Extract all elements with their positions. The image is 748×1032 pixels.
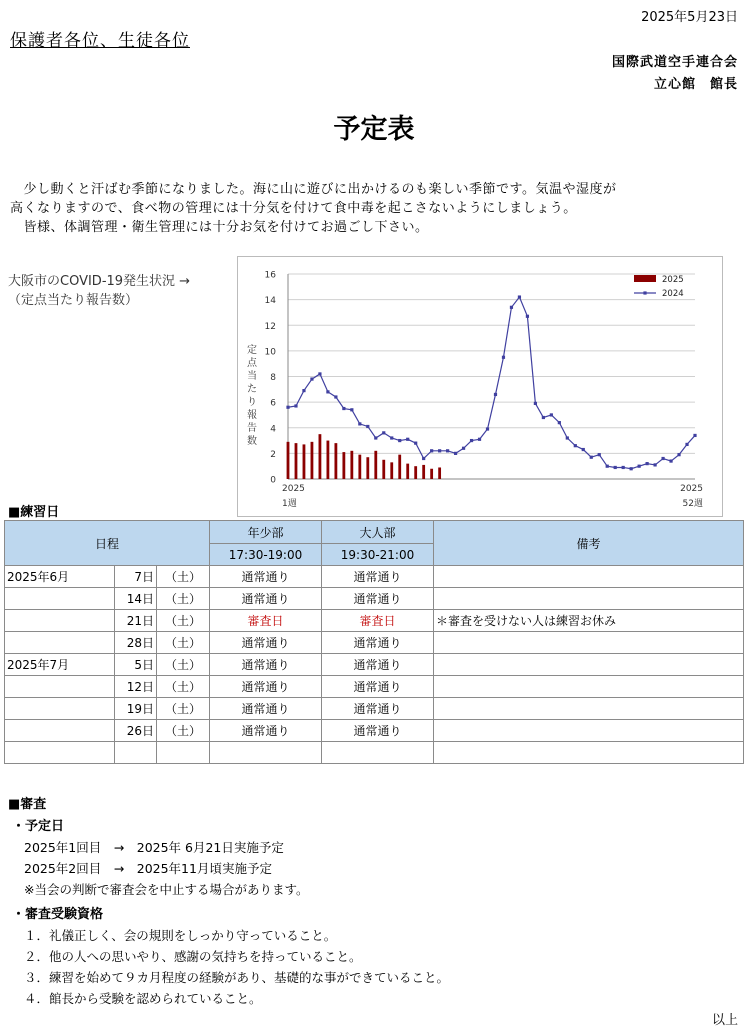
bar-2025 [398,455,401,479]
bar-2025 [414,466,417,479]
note-cell [434,676,744,698]
point-2024 [470,439,473,442]
bar-2025 [350,451,353,479]
point-2024 [661,457,664,460]
covid-chart-svg [238,257,722,516]
adult-status-cell: 審査日 [322,610,434,632]
note-cell [434,632,744,654]
month-cell [5,610,115,632]
note-cell [434,588,744,610]
point-2024 [422,457,425,460]
day-cell [115,742,157,764]
header-schedule: 日程 [5,521,210,566]
y-tick-label: 8 [270,373,276,383]
header-adult-time: 19:30-21:00 [322,544,434,566]
point-2024 [438,449,441,452]
point-2024 [294,404,297,407]
exam-qualification-4: ４．館長から受験を認められていること。 [24,991,262,1006]
point-2024 [302,389,305,392]
junior-status-cell: 審査日 [210,610,322,632]
table-row [5,676,744,698]
table-row [5,654,744,676]
exam-schedule-title: ・予定日 [12,819,65,834]
point-2024 [685,443,688,446]
greeting-line-2: 高くなりますので、食べ物の管理には十分気を付けて食中毒を起こさないようにしましょう。 [10,201,577,216]
bar-2025 [390,462,393,479]
point-2024 [653,463,656,466]
point-2024 [526,315,529,318]
note-cell [434,742,744,764]
weekday-cell: （土） [157,698,210,720]
point-2024 [382,431,385,434]
day-cell: 28日 [115,632,157,654]
point-2024 [646,462,649,465]
month-cell [5,698,115,720]
point-2024 [286,406,289,409]
point-2024 [622,466,625,469]
weekday-cell: （土） [157,676,210,698]
note-cell [434,720,744,742]
y-tick-label: 0 [270,475,276,486]
point-2024 [550,413,553,416]
covid-caption-line-2: （定点当たり報告数） [8,293,139,308]
point-2024 [446,449,449,452]
junior-status-cell: 通常通り [210,588,322,610]
junior-status-cell [210,742,322,764]
header-notes: 備考 [434,521,744,566]
point-2024 [693,434,696,437]
bar-2025 [334,443,337,479]
document-date: 2025年5月23日 [641,10,738,25]
point-2024 [390,436,393,439]
weekday-cell: （土） [157,588,210,610]
month-cell [5,588,115,610]
bar-2025 [438,467,441,479]
y-tick-label: 6 [270,398,276,409]
table-row [5,610,744,632]
covid-caption [8,272,190,310]
weekday-cell: （土） [157,610,210,632]
point-2024 [358,422,361,425]
bar-2025 [287,442,290,479]
y-tick-label: 2 [270,449,276,460]
point-2024 [542,416,545,419]
covid-caption-line-1: 大阪市のCOVID-19発生状況 → [8,274,191,289]
organization-name: 国際武道空手連合会 [611,55,738,70]
greeting-line-1: 少し動くと汗ばむ季節になりました。海に山に遊びに出かけるのも楽しい季節です。気温や湿度が [10,182,617,197]
point-2024 [334,395,337,398]
bar-2025 [311,442,314,479]
bar-2025 [342,452,345,479]
point-2024 [638,465,641,468]
y-tick-label: 16 [264,270,276,281]
point-2024 [566,436,569,439]
note-cell [434,654,744,676]
covid-chart [237,256,723,517]
legend-swatch-2025 [634,275,656,282]
y-tick-label: 10 [264,347,276,358]
y-axis-label-char: 報 [247,410,257,421]
point-2024 [318,372,321,375]
table-row [5,566,744,588]
point-2024 [430,449,433,452]
y-tick-label: 12 [264,321,276,332]
point-2024 [350,408,353,411]
adult-status-cell: 通常通り [322,632,434,654]
point-2024 [558,421,561,424]
y-axis-label-char: り [247,397,257,408]
point-2024 [630,467,633,470]
adult-status-cell: 通常通り [322,720,434,742]
weekday-cell: （土） [157,720,210,742]
exam-qualification-3: ３．練習を始めて９カ月程度の経験があり、基礎的な事ができていること。 [24,970,450,985]
y-axis-label-char: 点 [247,358,257,369]
point-2024 [398,439,401,442]
junior-status-cell: 通常通り [210,676,322,698]
x-tick-label: 2025 [282,484,305,494]
bar-2025 [406,464,409,479]
month-cell [5,676,115,698]
point-2024 [414,442,417,445]
bar-2025 [430,469,433,479]
header-junior-time: 17:30-19:00 [210,544,322,566]
exam-schedule-line-2: 2025年2回目 → 2025年11月頃実施予定 [24,861,272,876]
bar-2025 [303,444,306,479]
point-2024 [534,402,537,405]
bar-2025 [366,457,369,479]
practice-schedule-table [4,520,744,764]
bar-2025 [422,465,425,479]
exam-qualification-2: ２．他の人への思いやり、感謝の気持ちを持っていること。 [24,949,362,964]
day-cell: 26日 [115,720,157,742]
bar-2025 [374,451,377,479]
month-cell [5,742,115,764]
table-row [5,742,744,764]
junior-status-cell: 通常通り [210,698,322,720]
adult-status-cell: 通常通り [322,588,434,610]
point-2024 [486,427,489,430]
adult-status-cell: 通常通り [322,566,434,588]
junior-status-cell: 通常通り [210,632,322,654]
exam-qualification-title: ・審査受験資格 [12,907,104,922]
point-2024 [518,295,521,298]
greeting-line-3: 皆様、体調管理・衛生管理には十分お気を付けてお過ごし下さい。 [10,220,429,235]
adult-status-cell: 通常通り [322,654,434,676]
addressee: 保護者各位、生徒各位 [10,31,190,51]
x-tick-label: 2025 [680,484,703,494]
month-cell: 2025年7月 [5,654,115,676]
bar-2025 [358,455,361,479]
point-2024 [669,459,672,462]
y-axis-label-char: た [247,384,257,395]
table-row [5,698,744,720]
x-tick-label: 1週 [282,499,297,509]
day-cell: 19日 [115,698,157,720]
weekday-cell [157,742,210,764]
y-tick-label: 4 [270,424,276,435]
author-name: 立心館 館長 [653,77,738,92]
note-cell [434,566,744,588]
junior-status-cell: 通常通り [210,654,322,676]
month-cell: 2025年6月 [5,566,115,588]
practice-section-title: ■練習日 [8,505,60,520]
bar-2025 [319,434,322,479]
bar-2025 [382,460,385,479]
weekday-cell: （土） [157,632,210,654]
point-2024 [614,466,617,469]
x-tick-label: 52週 [682,499,703,509]
point-2024 [374,436,377,439]
y-tick-label: 14 [264,296,276,307]
bar-2025 [327,441,330,479]
point-2024 [590,456,593,459]
month-cell [5,720,115,742]
exam-schedule-line-1: 2025年1回目 → 2025年 6月21日実施予定 [24,840,284,855]
point-2024 [494,393,497,396]
junior-status-cell: 通常通り [210,720,322,742]
legend-label-2024: 2024 [662,289,684,299]
header-adult: 大人部 [322,521,434,544]
exam-schedule-note: ※当会の判断で審査会を中止する場合があります。 [24,882,309,897]
legend-marker-2024 [643,291,646,294]
day-cell: 21日 [115,610,157,632]
point-2024 [598,453,601,456]
adult-status-cell [322,742,434,764]
line-2024 [288,297,695,469]
weekday-cell: （土） [157,566,210,588]
table-row [5,588,744,610]
day-cell: 7日 [115,566,157,588]
closing-text: 以上 [711,1013,738,1028]
point-2024 [406,438,409,441]
note-cell [434,698,744,720]
point-2024 [454,452,457,455]
point-2024 [366,425,369,428]
month-cell [5,632,115,654]
point-2024 [582,448,585,451]
day-cell: 14日 [115,588,157,610]
y-axis-label-char: 数 [247,436,257,447]
table-row [5,720,744,742]
point-2024 [342,407,345,410]
day-cell: 12日 [115,676,157,698]
table-row [5,632,744,654]
point-2024 [502,356,505,359]
point-2024 [462,447,465,450]
junior-status-cell: 通常通り [210,566,322,588]
day-cell: 5日 [115,654,157,676]
header-junior: 年少部 [210,521,322,544]
page-title: 予定表 [333,114,415,145]
bar-2025 [295,443,298,479]
point-2024 [574,444,577,447]
point-2024 [510,306,513,309]
point-2024 [478,438,481,441]
point-2024 [310,377,313,380]
y-axis-label-char: 定 [247,345,257,356]
exam-qualification-1: １．礼儀正しく、会の規則をしっかり守っていること。 [24,928,337,943]
legend-label-2025: 2025 [662,275,684,285]
point-2024 [677,453,680,456]
y-axis-label-char: 当 [247,371,257,382]
y-axis-label-char: 告 [247,423,257,434]
point-2024 [326,390,329,393]
adult-status-cell: 通常通り [322,698,434,720]
exam-section-title: ■審査 [8,797,47,812]
weekday-cell: （土） [157,654,210,676]
point-2024 [606,465,609,468]
adult-status-cell: 通常通り [322,676,434,698]
note-cell: ＊審査を受けない人は練習お休み [434,610,744,632]
